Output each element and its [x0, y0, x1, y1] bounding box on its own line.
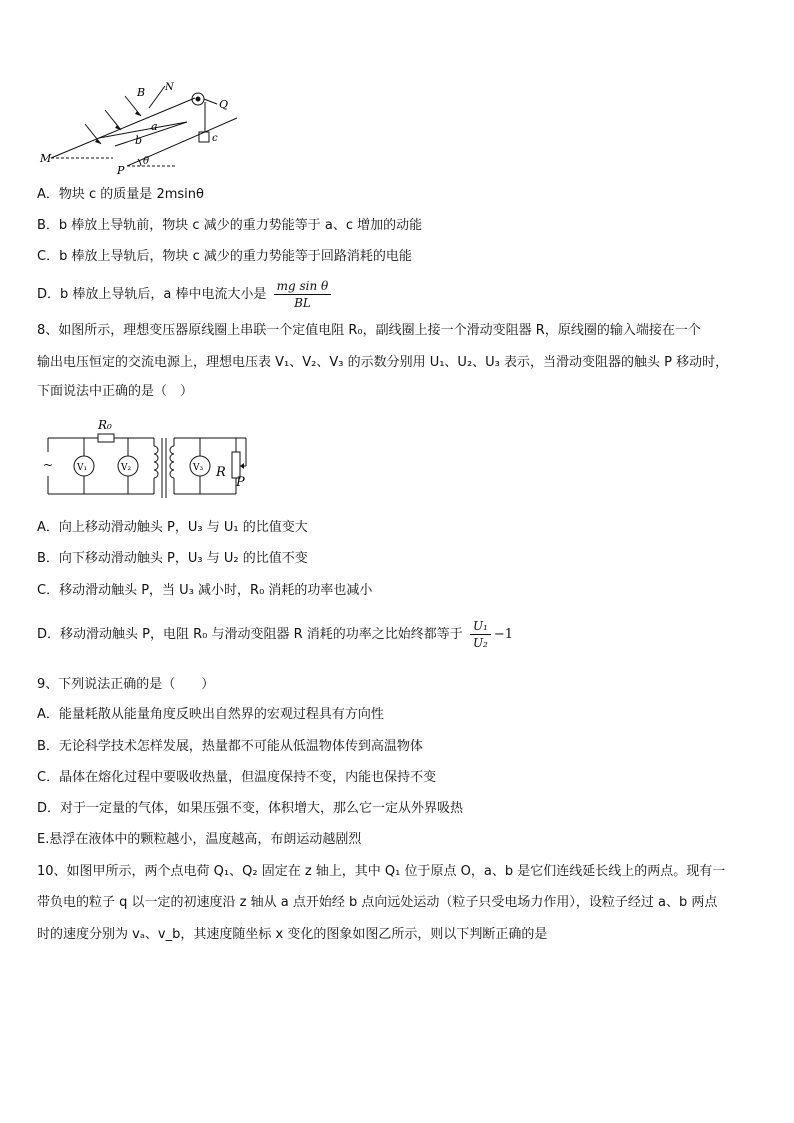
q7-option-d — [37, 278, 334, 312]
q9-option-b: B．无论科学技术怎样发展，热量都不可能从低温物体传到高温物体 — [37, 739, 423, 754]
q9-stem: 9、下列说法正确的是（ ） — [37, 677, 215, 692]
q7-option-d-fraction — [274, 279, 332, 310]
label-M: M — [40, 152, 52, 165]
label-V1: V₁ — [77, 463, 88, 473]
fraction-numerator: U₁ — [470, 619, 491, 635]
q7-option-b: B．b 棒放上导轨前，物块 c 减少的重力势能等于 a、c 增加的动能 — [37, 218, 423, 233]
label-R0: R₀ — [98, 418, 112, 432]
q7-option-d-text: D．b 棒放上导轨后，a 棒中电流大小是 — [37, 287, 267, 302]
label-a: a — [151, 120, 158, 133]
q8-stem-line-2: 输出电压恒定的交流电源上，理想电压表 V₁、V₂、V₃ 的示数分别用 U₁、U₂、U₃ 表示，当滑动变阻器的触头 P 移动时， — [37, 355, 729, 370]
fraction-denominator: U₂ — [472, 636, 488, 650]
label-theta: θ — [143, 156, 150, 167]
incline-rails-figure — [37, 78, 247, 174]
q9-option-a: A．能量耗散从能量角度反映出自然界的宏观过程具有方向性 — [37, 707, 384, 722]
label-R: R — [216, 465, 226, 480]
q9-option-c: C．晶体在熔化过程中要吸收热量，但温度保持不变，内能也保持不变 — [37, 770, 437, 785]
q8-option-b: B．向下移动滑动触头 P，U₃ 与 U₂ 的比值不变 — [37, 551, 308, 566]
q8-stem-line-3: 下面说法中正确的是（ ） — [37, 384, 194, 399]
label-V2: V₂ — [121, 463, 132, 473]
label-P: P — [117, 164, 125, 174]
q8-stem-line-1: 8、如图所示，理想变压器原线圈上串联一个定值电阻 R₀，副线圈上接一个滑动变阻器 R，原线圈的输入端接在一个 — [37, 323, 701, 338]
label-source: ~ — [43, 458, 54, 472]
label-N: N — [165, 82, 174, 93]
label-P: P — [236, 475, 245, 490]
label-Q: Q — [219, 98, 229, 111]
q10-stem-line-2: 带负电的粒子 q 以一定的初速度沿 z 轴从 a 点开始经 b 点向远处运动（粒子只受电场力作用），设粒子经过 a、b 两点 — [37, 895, 718, 910]
label-V3: V₃ — [193, 463, 204, 473]
label-c: c — [212, 133, 218, 144]
q8-option-d-text: D．移动滑动触头 P，电阻 R₀ 与滑动变阻器 R 消耗的功率之比始终都等于 — [37, 627, 463, 642]
q10-stem-line-3: 时的速度分别为 vₐ、v_b，其速度随坐标 x 变化的图象如图乙所示，则以下判断正确的是 — [37, 927, 548, 942]
q9-option-e: E.悬浮在液体中的颗粒越小，温度越高，布朗运动越剧烈 — [37, 832, 362, 847]
label-B: B — [137, 86, 146, 99]
q8-option-a: A．向上移动滑动触头 P，U₃ 与 U₁ 的比值变大 — [37, 520, 308, 535]
q8-option-d-fraction — [470, 619, 491, 650]
q10-stem-line-1: 10、如图甲所示，两个点电荷 Q₁、Q₂ 固定在 z 轴上，其中 Q₁ 位于原点 O，a、b 是它们连线延长线上的两点。现有一 — [37, 864, 726, 879]
q9-option-d: D．对于一定量的气体，如果压强不变，体积增大，那么它一定从外界吸热 — [37, 801, 464, 816]
q8-option-d-suffix: −1 — [493, 627, 514, 642]
q7-option-c: C．b 棒放上导轨后，物块 c 减少的重力势能等于回路消耗的电能 — [37, 249, 412, 264]
q8-option-d — [37, 617, 513, 653]
fraction-denominator: BL — [294, 296, 311, 310]
label-b: b — [135, 134, 143, 147]
transformer-circuit-figure — [40, 414, 255, 504]
q8-option-c: C．移动滑动触头 P，当 U₃ 减小时，R₀ 消耗的功率也减小 — [37, 583, 373, 598]
fraction-numerator: mg sin θ — [274, 279, 332, 295]
q7-option-a: A．物块 c 的质量是 2msinθ — [37, 187, 204, 202]
